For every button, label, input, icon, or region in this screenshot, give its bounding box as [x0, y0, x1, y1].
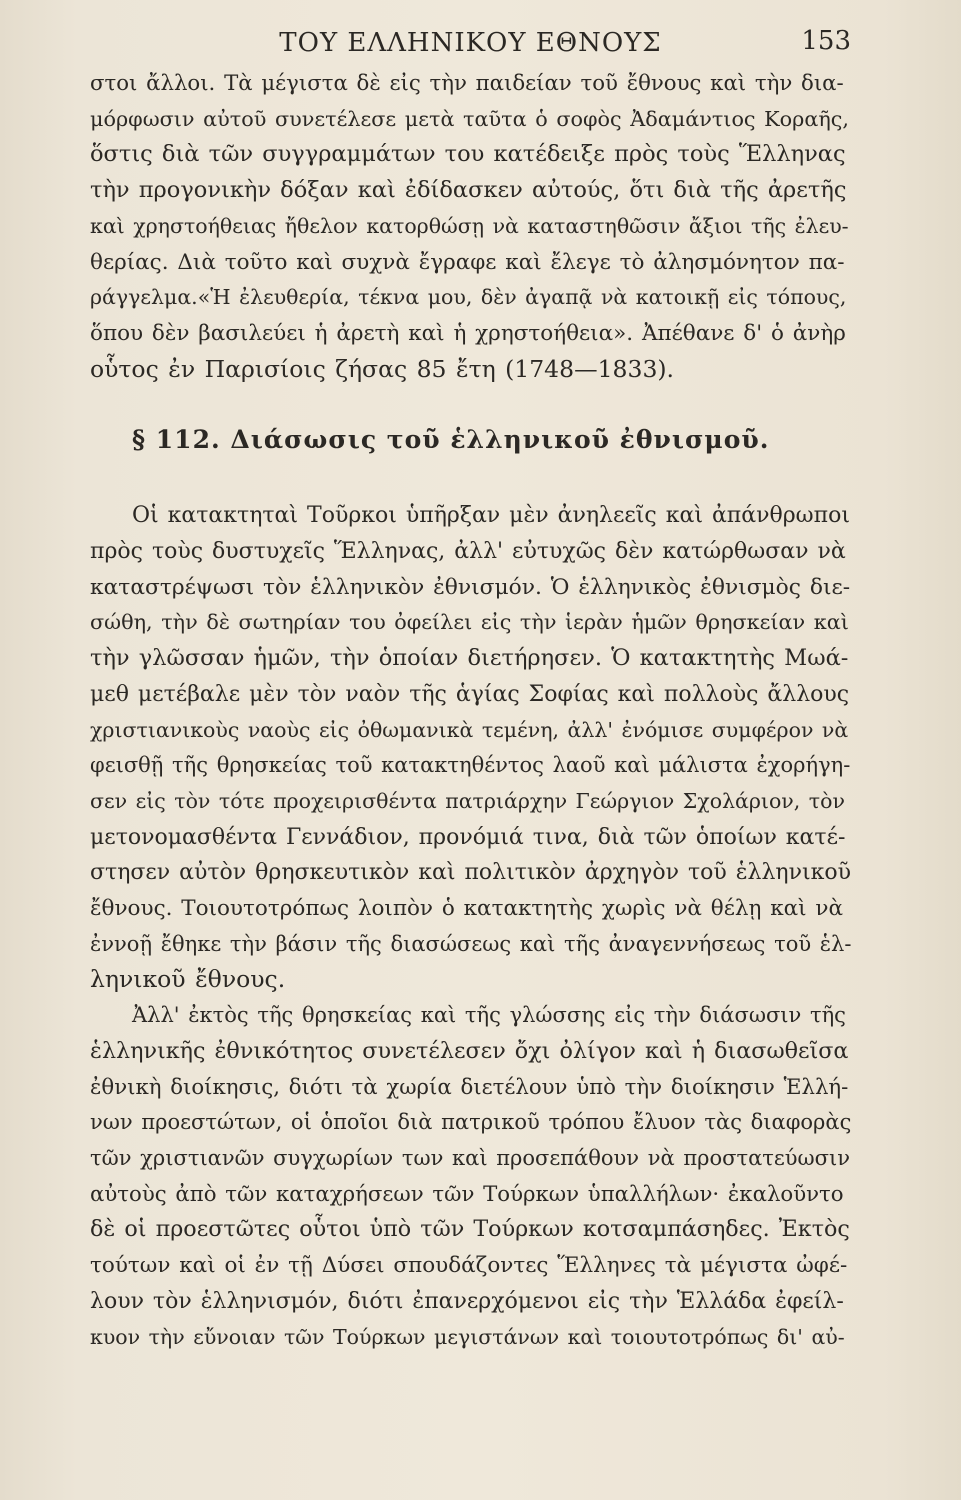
text-line: λουν τὸν ἑλληνισμόν, διότι ἐπανερχόμενοι εἰς τὴν Ἑλλάδα ἐφείλ-	[90, 1288, 844, 1314]
text-line: κυον τὴν εὔνοιαν τῶν Τούρκων μεγιστάνων καὶ τοιουτοτρόπως δι' αὐ-	[90, 1324, 845, 1349]
text-line: τούτων καὶ οἱ ἐν τῇ Δύσει σπουδάζοντες Ἕλληνες τὰ μέγιστα ὠφέ-	[90, 1253, 848, 1279]
text-line: σώθη, τὴν δὲ σωτηρίαν του ὀφείλει εἰς τὴν ἱερὰν ἡμῶν θρησκείαν καὶ	[90, 610, 849, 635]
paragraph-preservation	[90, 498, 851, 998]
text-line: στησεν αὐτὸν θρησκευτικὸν καὶ πολιτικὸν ἀρχηγὸν τοῦ ἑλληνικοῦ	[90, 860, 851, 886]
text-line: ὅπου δὲν βασιλεύει ἡ ἀρετὴ καὶ ἡ χρηστοήθεια». Ἀπέθανε δ' ὁ ἀνὴρ	[90, 320, 846, 346]
text-line: ἔθνους. Τοιουτοτρόπως λοιπὸν ὁ κατακτητὴς χωρὶς νὰ θέλῃ καὶ νὰ	[90, 896, 844, 922]
text-line: ἐθνικὴ διοίκησις, διότι τὰ χωρία διετέλουν ὑπὸ τὴν διοίκησιν Ἑλλή-	[90, 1074, 849, 1100]
text-line: χριστιανικοὺς ναοὺς εἰς ὀθωμανικὰ τεμένη, ἀλλ' ἐνόμισε συμφέρον νὰ	[90, 717, 849, 742]
paragraph-korais	[90, 66, 851, 387]
text-line: σεν εἰς τὸν τότε προχειρισθέντα πατριάρχην Γεώργιον Σχολάριον, τὸν	[90, 788, 845, 813]
text-line: μετονομασθέντα Γεννάδιον, προνόμιά τινα, διὰ τῶν ὁποίων κατέ-	[90, 824, 846, 850]
text-line: τῶν χριστιανῶν συγχωρίων των καὶ προσεπάθουν νὰ προστατεύωσιν	[90, 1145, 850, 1170]
text-line: μόρφωσιν αὐτοῦ συνετέλεσε μετὰ ταῦτα ὁ σοφὸς Ἀδαμάντιος Κοραῆς,	[90, 106, 850, 131]
text-line: μεθ μετέβαλε μὲν τὸν ναὸν τῆς ἁγίας Σοφίας καὶ πολλοὺς ἄλλους	[90, 681, 850, 707]
text-line: ἑλληνικῆς ἐθνικότητος συνετέλεσεν ὄχι ὀλίγον καὶ ἡ διασωθεῖσα	[90, 1037, 849, 1064]
text-line: θερίας. Διὰ τοῦτο καὶ συχνὰ ἔγραφε καὶ ἔλεγε τὸ ἀλησμόνητον πα-	[90, 249, 845, 275]
text-line: νων προεστώτων, οἱ ὁποῖοι διὰ πατρικοῦ τρόπου ἔλυον τὰς διαφορὰς	[90, 1110, 852, 1135]
page-number: 153	[801, 26, 851, 56]
text-line: ληνικοῦ ἔθνους.	[90, 965, 286, 994]
paragraph-administration	[90, 998, 851, 1355]
text-line: καταστρέψωσι τὸν ἑλληνικὸν ἐθνισμόν. Ὁ ἑλληνικὸς ἐθνισμὸς διε-	[90, 574, 851, 600]
text-line: φεισθῇ τῆς θρησκείας τοῦ κατακτηθέντος λαοῦ καὶ μάλιστα ἐχορήγη-	[90, 753, 851, 778]
text-line: στοι ἄλλοι. Τὰ μέγιστα δὲ εἰς τὴν παιδείαν τοῦ ἔθνους καὶ τὴν δια-	[90, 71, 844, 96]
running-head	[90, 22, 851, 66]
running-title: ΤΟΥ ΕΛΛΗΝΙΚΟΥ ΕΘΝΟΥΣ	[279, 28, 662, 58]
text-line: Ἀλλ' ἐκτὸς τῆς θρησκείας καὶ τῆς γλώσσης εἰς τὴν διάσωσιν τῆς	[132, 1003, 846, 1028]
text-line: αὐτοὺς ἀπὸ τῶν καταχρήσεων τῶν Τούρκων ὑπαλλήλων· ἐκαλοῦντο	[90, 1181, 844, 1207]
text-line: Οἱ κατακτηταὶ Τοῦρκοι ὑπῆρξαν μὲν ἀνηλεεῖς καὶ ἀπάνθρωποι	[132, 503, 850, 529]
text-line: οὗτος ἐν Παρισίοις ζήσας 85 ἔτη (1748—1833).	[90, 354, 675, 383]
text-line: τὴν προγονικὴν δόξαν καὶ ἐδίδασκεν αὐτούς, ὅτι διὰ τῆς ἀρετῆς	[90, 177, 847, 204]
text-line: δὲ οἱ προεστῶτες οὗτοι ὑπὸ τῶν Τούρκων κοτσαμπάσηδες. Ἐκτὸς	[90, 1216, 850, 1243]
section-heading: § 112. Διάσωσις τοῦ ἑλληνικοῦ ἐθνισμοῦ.	[132, 425, 770, 455]
text-line: ράγγελμα.«Ἡ ἐλευθερία, τέκνα μου, δὲν ἀγαπᾷ νὰ κατοικῇ εἰς τόπους,	[90, 285, 847, 310]
text-line: ὅστις διὰ τῶν συγγραμμάτων του κατέδειξε πρὸς τοὺς Ἕλληνας	[90, 141, 846, 168]
text-line: ἐννοῇ ἔθηκε τὴν βάσιν τῆς διασώσεως καὶ τῆς ἀναγεννήσεως τοῦ ἑλ-	[90, 931, 852, 956]
text-line: τὴν γλῶσσαν ἡμῶν, τὴν ὁποίαν διετήρησεν. Ὁ κατακτητὴς Μωά-	[90, 645, 849, 672]
text-line: καὶ χρηστοήθειας ἤθελον κατορθώσῃ νὰ καταστηθῶσιν ἄξιοι τῆς ἐλευ-	[90, 213, 849, 238]
text-line: πρὸς τοὺς δυστυχεῖς Ἕλληνας, ἀλλ' εὐτυχῶς δὲν κατώρθωσαν νὰ	[90, 539, 846, 565]
